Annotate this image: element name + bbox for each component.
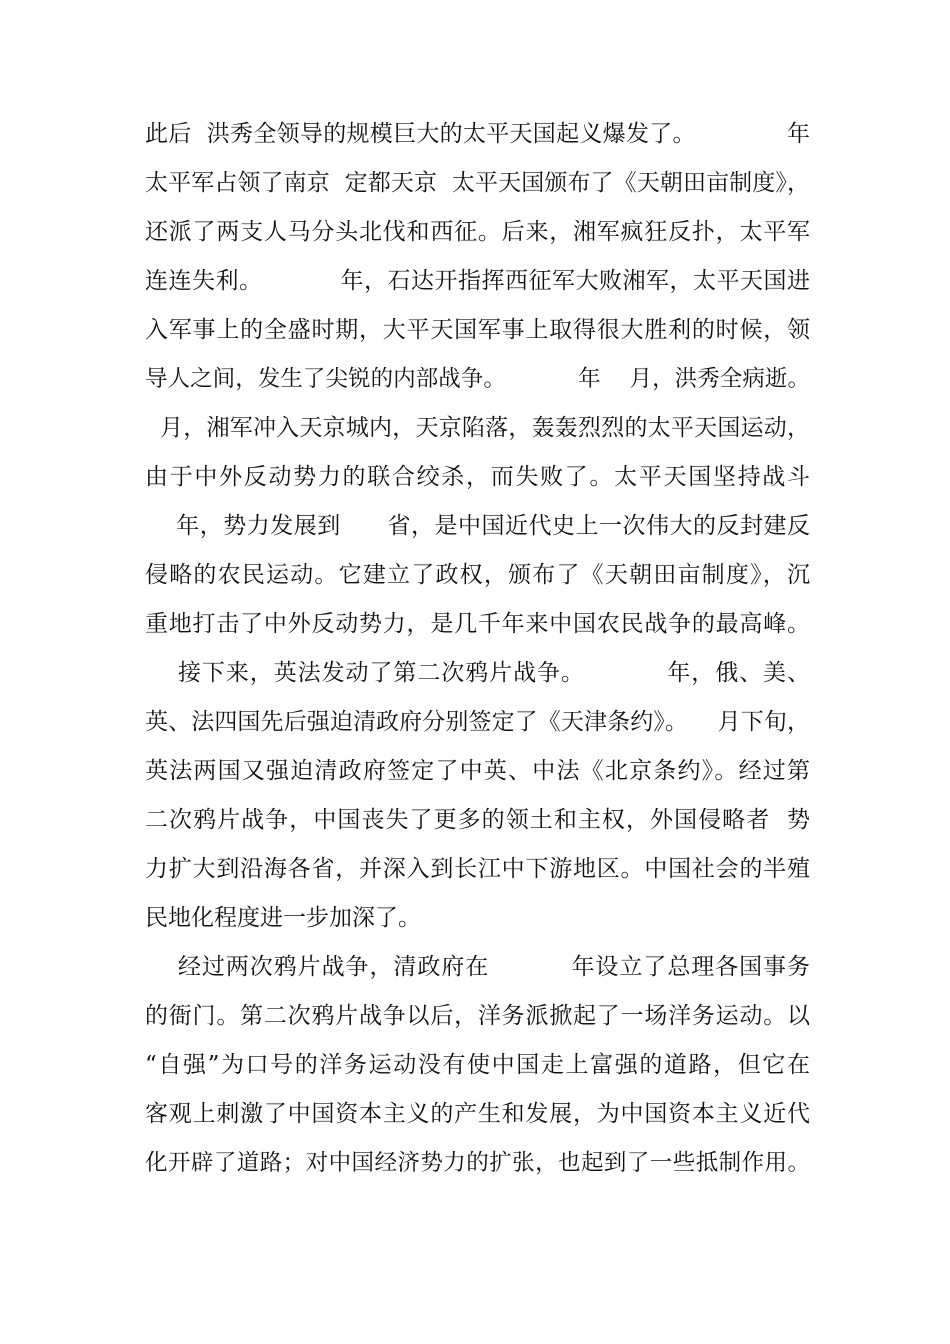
text-line: 入军事上的全盛时期，大平天国军事上取得很大胜利的时候，领 xyxy=(145,317,810,343)
text-line: 年，势力发展到 省，是中国近代史上一次伟大的反封建反 xyxy=(145,513,810,539)
text-line: 民地化程度进一步加深了。 xyxy=(145,905,421,931)
text-line: 经过两次鸦片战争，清政府在 年设立了总理各国事务 xyxy=(145,954,810,980)
text-line: 导人之间，发生了尖锐的内部战争。 年 月，洪秀全病逝。 xyxy=(145,366,810,392)
text-line: 月，湘军冲入天京城内，天京陷落，轰轰烈烈的太平天国运动， xyxy=(145,415,810,441)
text-line: 二次鸦片战争，中国丧失了更多的领土和主权，外国侵略者 势 xyxy=(145,807,810,833)
body-text xyxy=(145,110,810,1188)
text-line: 连连失利。 年，石达开指挥西征军大败湘军，太平天国进 xyxy=(145,268,810,294)
text-line: 重地打击了中外反动势力，是几千年来中国农民战争的最高峰。 xyxy=(145,611,810,637)
text-line: 侵略的农民运动。它建立了政权，颁布了《天朝田亩制度》，沉 xyxy=(145,562,810,588)
text-line: 力扩大到沿海各省，并深入到长江中下游地区。中国社会的半殖 xyxy=(145,856,810,882)
text-line: 由于中外反动势力的联合绞杀，而失败了。太平天国坚持战斗 xyxy=(145,464,810,490)
text-line: 英、法四国先后强迫清政府分别签定了《天津条约》。 月下旬， xyxy=(145,709,810,735)
text-line: 太平军占领了南京 定都天京 太平天国颁布了《天朝田亩制度》， xyxy=(145,170,810,196)
text-line: 还派了两支人马分头北伐和西征。后来，湘军疯狂反扑，太平军 xyxy=(145,219,810,245)
text-line: 化开辟了道路；对中国经济势力的扩张，也起到了一些抵制作用。 xyxy=(145,1150,810,1176)
text-line: 此后 洪秀全领导的规模巨大的太平天国起义爆发了。 年 xyxy=(145,121,810,147)
text-line: 接下来，英法发动了第二次鸦片战争。 年，俄、美、 xyxy=(145,660,810,686)
text-line: 客观上刺激了中国资本主义的产生和发展，为中国资本主义近代 xyxy=(145,1101,810,1127)
text-line: 的衙门。第二次鸦片战争以后，洋务派掀起了一场洋务运动。以 xyxy=(145,1003,810,1029)
text-line: “自强”为口号的洋务运动没有使中国走上富强的道路，但它在 xyxy=(145,1052,810,1078)
text-line: 英法两国又强迫清政府签定了中英、中法《北京条约》。经过第 xyxy=(145,758,810,784)
